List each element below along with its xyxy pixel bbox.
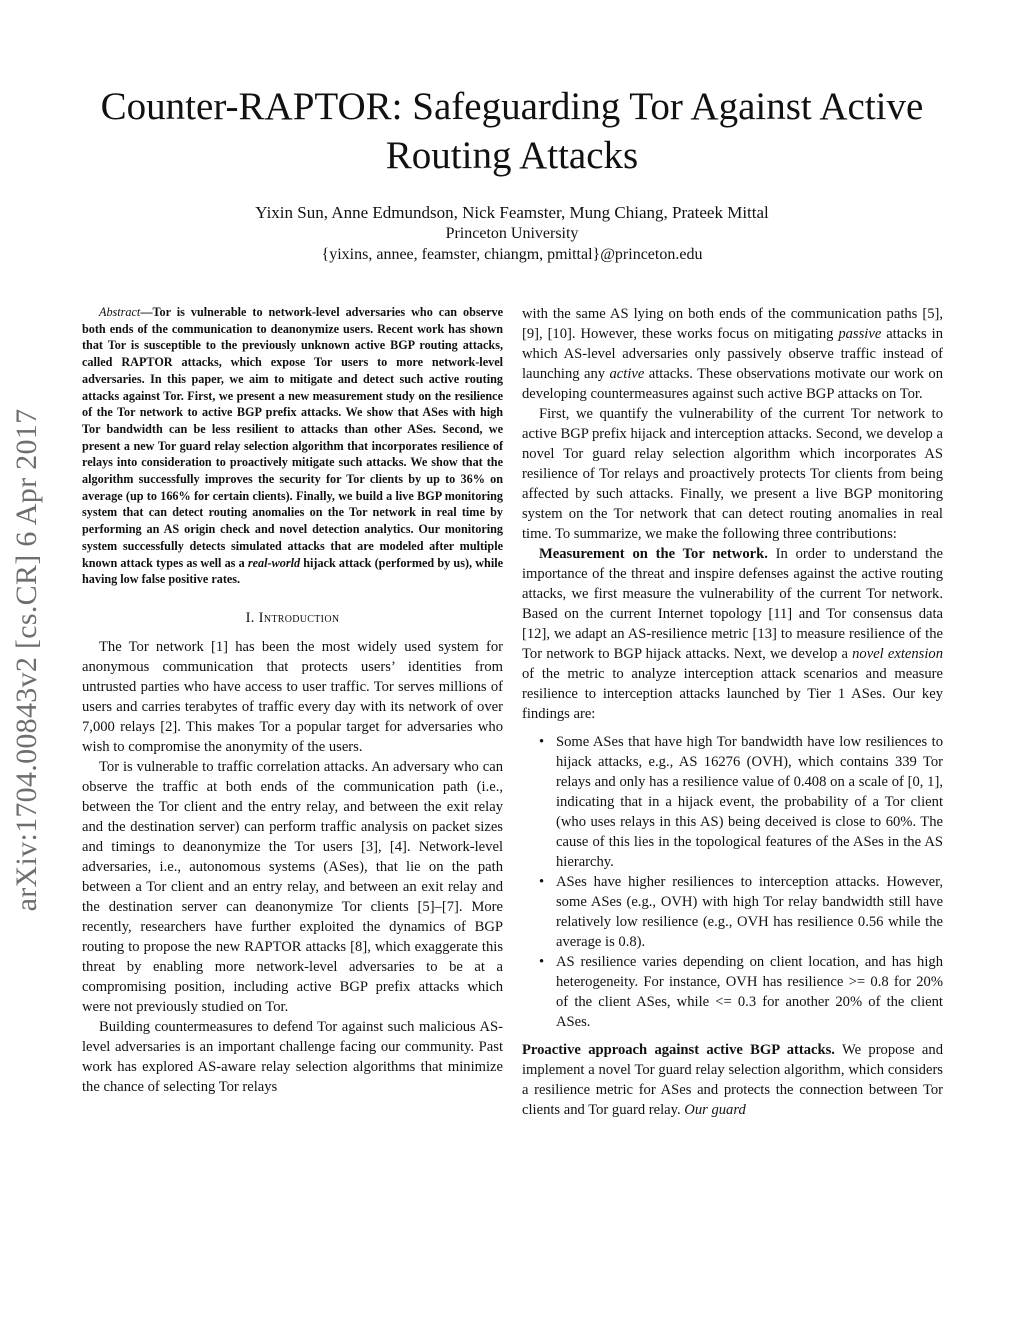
title-line-2: Routing Attacks [385, 134, 639, 177]
left-column [82, 304, 503, 1097]
right-paragraph-4 [522, 1040, 943, 1120]
key-findings-list [522, 732, 943, 1032]
author-emails: {yixins, annee, feamster, chiangm, pmittal}@princeton.edu [321, 246, 703, 263]
right-p1-text-c: attacks. These observations motivate our work on developing countermeasures against such active BGP attacks on Tor. [522, 366, 943, 402]
finding-item-1: • Some ASes that have high Tor bandwidth have low resiliences to hijack attacks, e.g., AS 16276 (OVH), which contains 339 Tor relays and only has a resilience value of 0.408 on a scale of [0, 1], indicating that in a hijack event, the probability of a Tor client (who uses relays in this AS) being deceived is close to 60%. The cause of this lies in the topological features of the ASes in the AS hierarchy. [556, 732, 943, 872]
right-p1-text-b: attacks in which AS-level adversaries only passively observe traffic instead of launching any [522, 326, 943, 382]
right-paragraph-2: First, we quantify the vulnerability of the current Tor network to active BGP prefix hijack and interception attacks. Second, we develop a novel Tor guard relay selection algorithm which incorporates AS resilience of Tor relays and proactively protects Tor clients from being affected by such attacks. Finally, we present a live BGP monitoring system on the Tor network that can detect routing anomalies in real time. To summarize, we make the following three contributions: [522, 406, 943, 542]
abstract-label: Abstract [99, 305, 141, 319]
abstract-emphasis: real-world [247, 555, 301, 570]
affiliation: Princeton University [445, 225, 579, 242]
right-p3-emphasis: novel extension [852, 646, 943, 662]
abstract [82, 304, 503, 588]
right-column [522, 304, 943, 1120]
right-p3-text-a: In order to understand the importance of the threat and inspire defenses against the active routing attacks, we first measure the vulnerability of the current Tor network. Based on the current Internet topology [11] and Tor consensus data [12], we adapt an AS-resilience metric [13] to measure resilience of the Tor network to BGP hijack attacks. Next, we develop a [522, 546, 944, 662]
proactive-heading: Proactive approach against active BGP attacks. [522, 1042, 835, 1058]
author-block [60, 202, 964, 265]
finding-item-3: • AS resilience varies depending on client location, and has high heterogeneity. For instance, OVH has resilience >= 0.8 for 20% of the client ASes, while <= 0.3 for another 20% of the client ASes. [556, 952, 943, 1032]
section-heading-introduction: I. Introduction [245, 609, 340, 626]
finding-item-2: • ASes have higher resiliences to interception attacks. However, some ASes (e.g., OVH) with high Tor relay bandwidth still have relatively low resilience (e.g., OVH has resilience 0.56 while the average is 0.8). [556, 872, 943, 952]
author-names: Yixin Sun, Anne Edmundson, Nick Feamster, Mung Chiang, Prateek Mittal [255, 203, 769, 222]
intro-paragraph-2: Tor is vulnerable to traffic correlation attacks. An adversary who can observe the traffic at both ends of the communication path (i.e., between the Tor client and the entry relay, and between the exit relay and the destination server) can perform traffic analysis on packet sizes and timings to deanonymize the Tor users [3], [4]. Network-level adversaries, i.e., autonomous systems (ASes), that lie on the path between a Tor client and an entry relay, and between an exit relay and the destination server can deanonymize Tor clients [5]–[7]. More recently, researchers have further exploited the dynamics of BGP routing to propose the new RAPTOR attacks [8], which exaggerate this threat by enabling more network-level adversaries to be at a compromising position, including active BGP prefix attacks which were not previously studied on Tor. [82, 758, 503, 1015]
right-paragraph-3 [522, 544, 943, 724]
arxiv-sidebar-stamp [2, 360, 52, 960]
abstract-text-2: hijack attack (performed by us), while having low false positive rates. [82, 555, 504, 587]
intro-paragraph-1: The Tor network [1] has been the most widely used system for anonymous communication that protects users’ identities from untrusted parties who have access to user traffic. Tor serves millions of users and carries terabytes of traffic every day with its network of over 7,000 relays [2]. This makes Tor a popular target for adversaries who wish to compromise the anonymity of the users. [82, 638, 503, 755]
right-p1-emphasis-passive: passive [838, 326, 882, 342]
right-p1-emphasis-active: active [609, 366, 645, 382]
measurement-heading: Measurement on the Tor network. [539, 546, 768, 562]
intro-paragraph-3: Building countermeasures to defend Tor against such malicious AS-level adversaries is an important challenge facing our community. Past work has explored AS-aware relay selection algorithms that minimize the chance of selecting Tor relays [82, 1018, 503, 1095]
right-p1-text-a: with the same AS lying on both ends of the communication paths [5], [9], [10]. However, these works focus on mitigating [522, 306, 943, 342]
right-p4-text-a: We propose and implement a novel Tor guard relay selection algorithm, which considers a resilience metric for ASes and protects the connection between Tor clients and Tor guard relay. [522, 1042, 943, 1118]
abstract-text-1: —Tor is vulnerable to network-level adversaries who can observe both ends of the communication to deanonymize users. Recent work has shown that Tor is susceptible to the previously unknown active BGP routing attacks, called RAPTOR attacks, which expose Tor users to more network-level adversaries. In this paper, we aim to mitigate and detect such active routing attacks against Tor. First, we present a new measurement study on the resilience of the Tor network to active BGP prefix attacks. We show that ASes with high Tor bandwidth can be less resilient to attacks than other ASes. Second, we present a new Tor guard relay selection algorithm that incorporates resilience of relays into consideration to proactively mitigate such attacks. We show that the algorithm successfully improves the security for Tor clients by up to 36% on average (up to 166% for certain clients). Finally, we build a live BGP monitoring system that can detect routing anomalies on the Tor network in real time by performing an AS origin check and novel detection analytics. Our monitoring system successfully detects simulated attacks that are modeled after multiple known attack types as well as a [82, 305, 503, 570]
right-p4-emphasis: Our guard [684, 1102, 746, 1118]
right-p3-text-b: of the metric to analyze interception attack scenarios and measure resilience to interception attacks launched by Tier 1 ASes. Our key findings are: [522, 666, 943, 722]
arxiv-identifier: arXiv:1704.00843v2 [cs.CR] 6 Apr 2017 [10, 408, 43, 912]
right-paragraph-1 [522, 304, 943, 404]
title-line-1: Counter-RAPTOR: Safeguarding Tor Against Active [100, 85, 924, 128]
paper-title [60, 82, 964, 180]
